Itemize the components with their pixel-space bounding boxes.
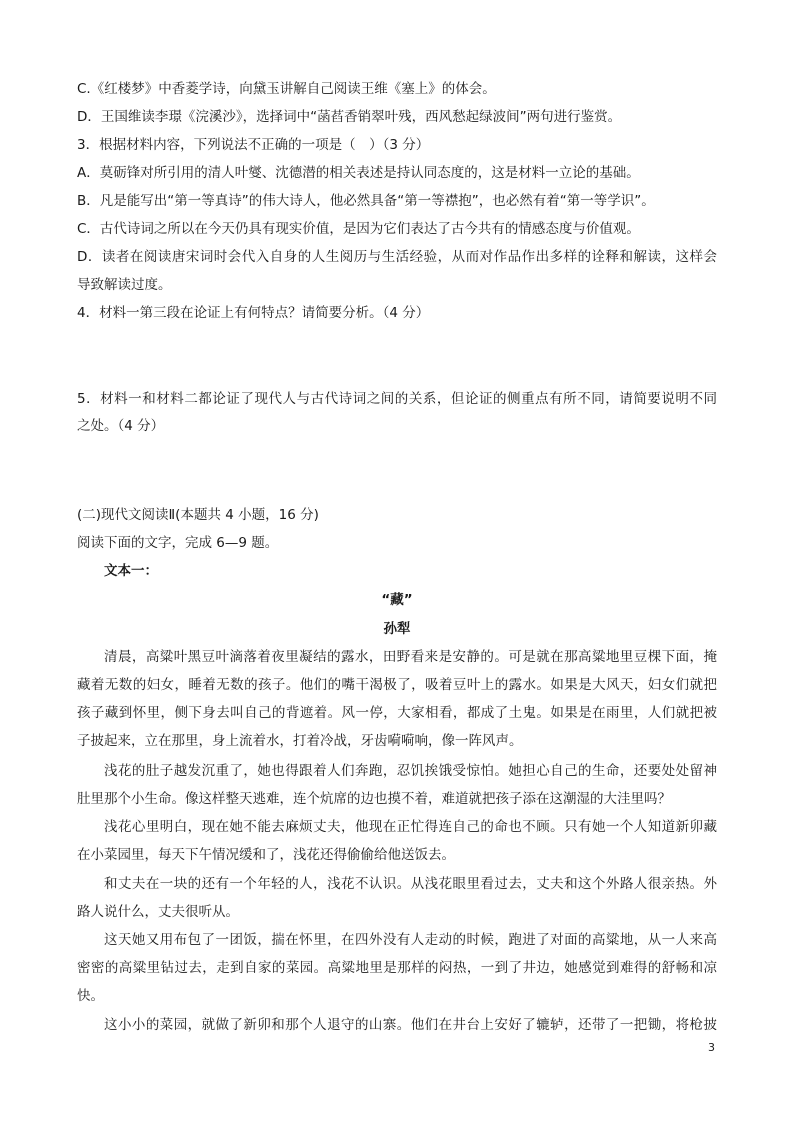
q2-option-c: C.《红楼梦》中香菱学诗，向黛玉讲解自己阅读王维《塞上》的体会。 — [77, 81, 496, 97]
story-line: 孩子藏到怀里，侧下身去叫自己的背遮着。风一停，大家相看，都成了土鬼。如果是在雨里，人们就把被 — [77, 705, 717, 721]
story-line: 密密的高粱里钻过去，走到自家的菜园。高粱地里是那样的闷热，一到了井边，她感觉到难得的舒畅和凉 — [77, 960, 717, 976]
story-line: 在小菜园里，每天下午情况缓和了，浅花还得偷偷给他送饭去。 — [77, 847, 455, 863]
text-label: 文本一： — [104, 563, 158, 579]
q5-question-cont: 之处。（4 分） — [77, 418, 165, 434]
q5-question: 5．材料一和材料二都论证了现代人与古代诗词之间的关系，但论证的侧重点有所不同，请简要说明不同 — [77, 391, 717, 407]
story-line: 浅花心里明白，现在她不能去麻烦丈夫，他现在正忙得连自己的命也不顾。只有她一个人知道新卯藏 — [104, 819, 717, 835]
q3-option-d-cont: 导致解读过度。 — [77, 277, 172, 293]
section-heading: (二)现代文阅读Ⅱ(本题共 4 小题，16 分) — [77, 507, 319, 523]
story-line: 肚里那个小生命。像这样整天逃难，连个炕席的边也摸不着，难道就把孩子添在这潮湿的大洼里吗？ — [77, 791, 671, 807]
story-line: 快。 — [77, 988, 104, 1004]
story-line: 这小小的菜园，就做了新卯和那个人退守的山寨。他们在井台上安好了辘轳，还带了一把锄，将枪披 — [104, 1017, 717, 1033]
story-line: 浅花的肚子越发沉重了，她也得跟着人们奔跑，忍饥挨饿受惊怕。她担心自己的生命，还要处处留神 — [104, 763, 717, 779]
q3-stem: 3．根据材料内容，下列说法不正确的一项是（ ）（3 分） — [77, 137, 430, 153]
story-line: 这天她又用布包了一团饭，揣在怀里，在四外没有人走动的时候，跑进了对面的高粱地，从一人来高 — [104, 932, 717, 948]
story-line: 子披起来，立在那里，身上流着水，打着冷战，牙齿嗬嗬响，像一阵风声。 — [77, 733, 523, 749]
q3-option-c: C．古代诗词之所以在今天仍具有现实价值，是因为它们表达了古今共有的情感态度与价值观。 — [77, 221, 640, 237]
q4-question: 4．材料一第三段在论证上有何特点？请简要分析。（4 分） — [77, 305, 430, 321]
story-title: “藏” — [381, 592, 413, 608]
q3-option-b: B．凡是能写出“第一等真诗”的伟大诗人，他必然具备“第一等襟抱”，也必然有着“第一等学识”。 — [77, 193, 655, 209]
q3-option-a: A．莫砺锋对所引用的清人叶燮、沈德潜的相关表述是持认同态度的，这是材料一立论的基础。 — [77, 165, 640, 181]
story-author: 孙犁 — [383, 621, 411, 637]
story-line: 藏着无数的妇女，睡着无数的孩子。他们的嘴干渴极了，吸着豆叶上的露水。如果是大风天，妇女们就把 — [77, 677, 717, 693]
q3-option-d: D．读者在阅读唐宋词时会代入自身的人生阅历与生活经验，从而对作品作出多样的诠释和解读，这样会 — [77, 249, 717, 265]
q2-option-d: D．王国维读李璟《浣溪沙》，选择词中“菡萏香销翠叶残，西风愁起绿波间”两句进行鉴赏。 — [77, 109, 622, 125]
section-instruction: 阅读下面的文字，完成 6—9 题。 — [77, 535, 279, 551]
page-number: 3 — [708, 1041, 715, 1054]
story-line: 和丈夫在一块的还有一个年轻的人，浅花不认识。从浅花眼里看过去，丈夫和这个外路人很亲热。外 — [104, 876, 717, 892]
story-line: 清晨，高粱叶黑豆叶滴落着夜里凝结的露水，田野看来是安静的。可是就在那高粱地里豆棵下面，掩 — [104, 649, 717, 665]
story-line: 路人说什么，丈夫很听从。 — [77, 904, 239, 920]
